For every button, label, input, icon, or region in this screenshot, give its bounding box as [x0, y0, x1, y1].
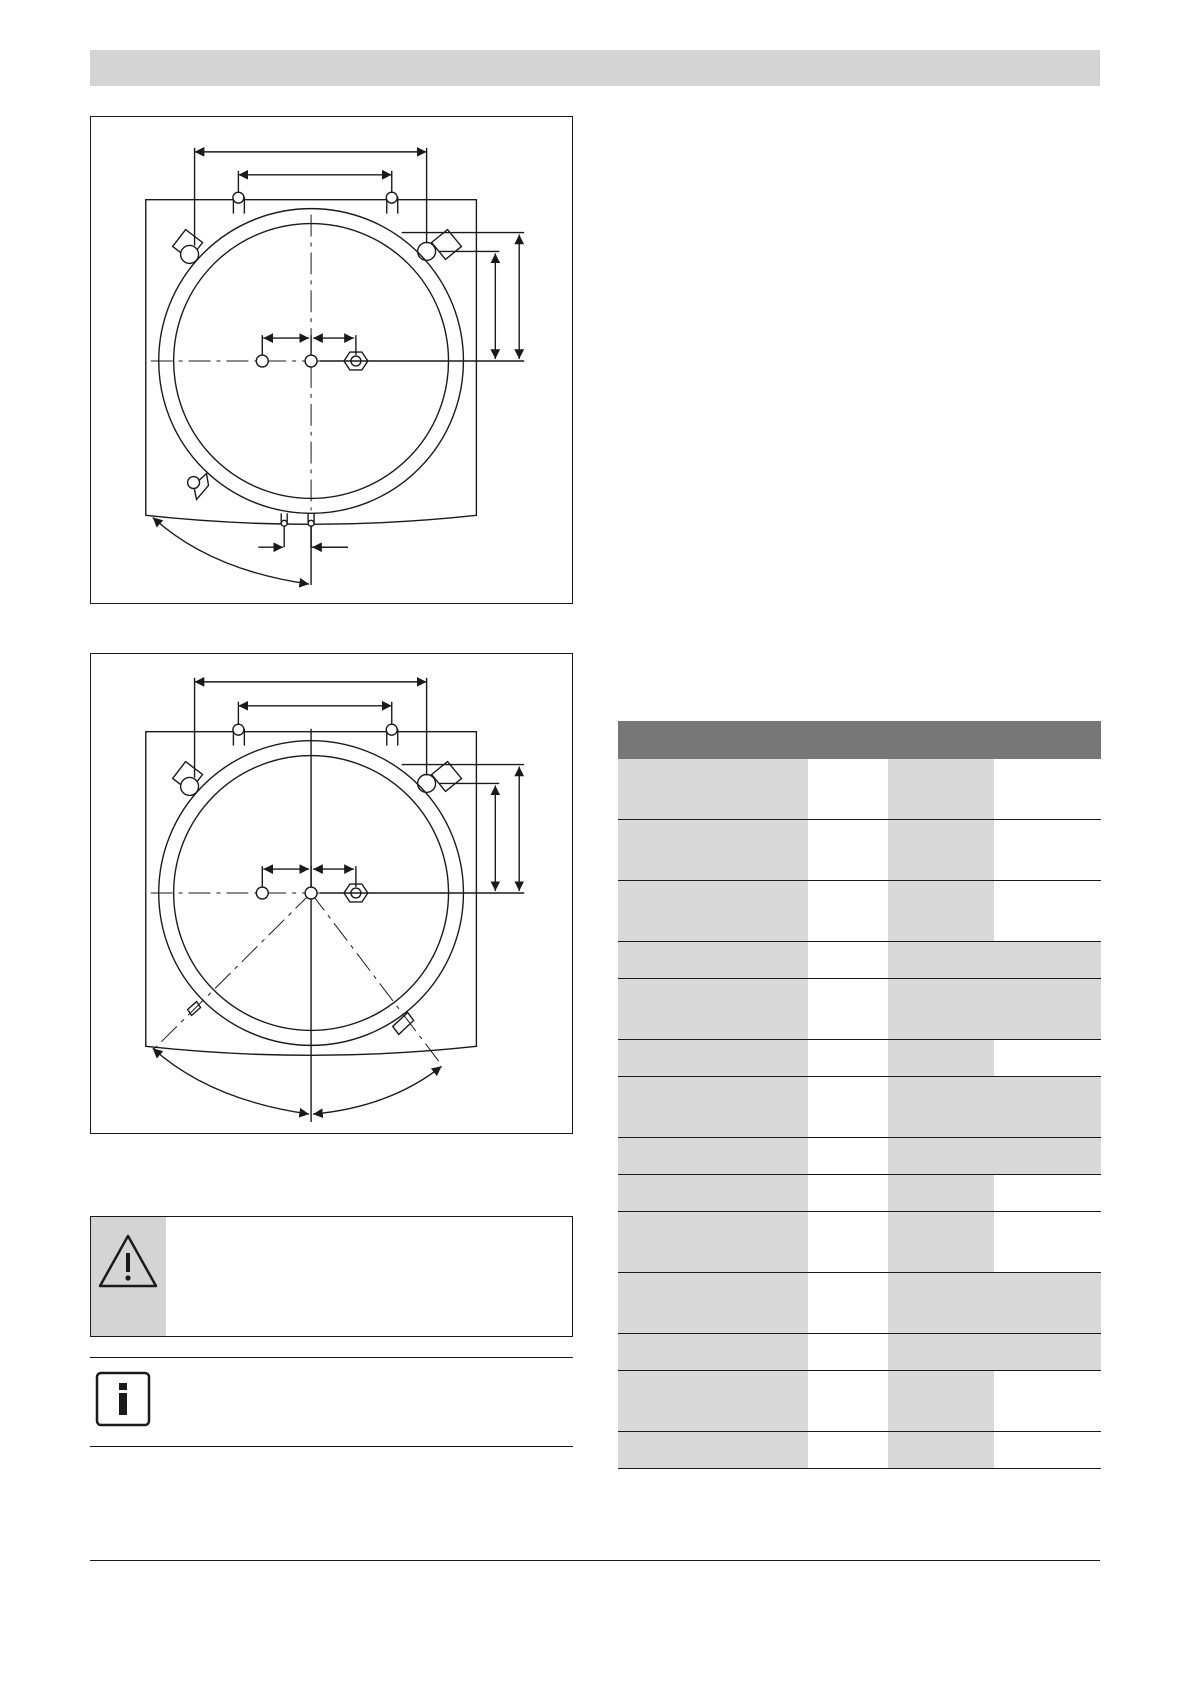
table-cell: [618, 1138, 808, 1175]
table-cell: [994, 820, 1101, 881]
page-header-bar: [90, 50, 1100, 86]
technical-data-table: [618, 721, 1101, 1469]
table-cell: [618, 1371, 808, 1432]
table-cell: [888, 1432, 994, 1469]
table-cell: [888, 1273, 1101, 1334]
table-row: [618, 1212, 1101, 1273]
table-cell: [808, 759, 888, 820]
table-cell: [618, 1212, 808, 1273]
table-cell: [618, 1077, 808, 1138]
tank-top-view-figure-2: [90, 653, 573, 1134]
table-cell: [888, 1175, 994, 1212]
table-cell: [888, 820, 994, 881]
table-cell: [888, 881, 994, 942]
table-cell: [888, 1138, 1101, 1175]
table-cell: [808, 1138, 888, 1175]
table-cell: [808, 979, 888, 1040]
table-cell: [808, 1334, 888, 1371]
table-cell: [808, 942, 888, 979]
tank-top-view-drawing-1: [91, 117, 572, 603]
table-cell: [808, 1371, 888, 1432]
table-header-cell: [618, 721, 1101, 759]
table-cell: [808, 1212, 888, 1273]
table-cell: [618, 820, 808, 881]
table-row: [618, 1273, 1101, 1334]
table-row: [618, 759, 1101, 820]
table-row: [618, 942, 1101, 979]
table-cell: [888, 1371, 994, 1432]
info-icon: [94, 1370, 154, 1430]
table-header-row: [618, 721, 1101, 759]
table-row: [618, 1077, 1101, 1138]
table-row: [618, 1371, 1101, 1432]
table-cell: [808, 1432, 888, 1469]
table-cell: [994, 759, 1101, 820]
table-cell: [618, 979, 808, 1040]
table-cell: [994, 1432, 1101, 1469]
table-row: [618, 1432, 1101, 1469]
table-row: [618, 1175, 1101, 1212]
table-cell: [888, 1040, 994, 1077]
table-cell: [994, 881, 1101, 942]
table-row: [618, 1040, 1101, 1077]
table-row: [618, 1334, 1101, 1371]
table-cell: [618, 881, 808, 942]
table-cell: [888, 979, 1101, 1040]
table-cell: [618, 759, 808, 820]
table-body: [618, 759, 1101, 1469]
table-cell: [618, 1334, 808, 1371]
table-cell: [618, 1040, 808, 1077]
tank-top-view-figure-1: [90, 116, 573, 604]
table-cell: [808, 1040, 888, 1077]
table-cell: [994, 1371, 1101, 1432]
table-cell: [808, 881, 888, 942]
table-cell: [888, 942, 1101, 979]
table-cell: [618, 942, 808, 979]
table-cell: [618, 1175, 808, 1212]
table-row: [618, 820, 1101, 881]
info-notice: [90, 1357, 573, 1447]
table-cell: [888, 1334, 1101, 1371]
tank-top-view-drawing-2: [91, 654, 572, 1133]
table-row: [618, 979, 1101, 1040]
table-cell: [808, 1077, 888, 1138]
table-row: [618, 881, 1101, 942]
warning-triangle-icon: [95, 1231, 161, 1293]
table-cell: [618, 1432, 808, 1469]
table-cell: [888, 1077, 1101, 1138]
footer-rule: [90, 1560, 1100, 1561]
table-cell: [808, 1175, 888, 1212]
table-cell: [994, 1212, 1101, 1273]
warning-notice: [90, 1216, 573, 1337]
table-cell: [888, 1212, 994, 1273]
table-cell: [994, 1040, 1101, 1077]
table-cell: [888, 759, 994, 820]
table-cell: [618, 1273, 808, 1334]
table-cell: [808, 820, 888, 881]
table-row: [618, 1138, 1101, 1175]
table-cell: [808, 1273, 888, 1334]
table-cell: [994, 1175, 1101, 1212]
